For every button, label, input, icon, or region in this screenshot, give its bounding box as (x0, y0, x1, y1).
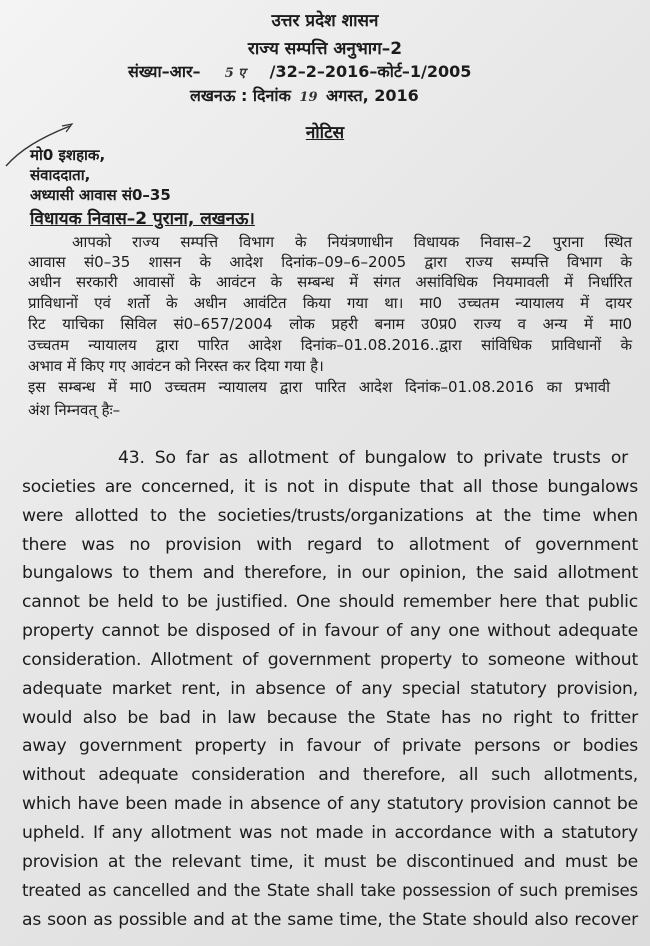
excerpt-line: bungalows to them and therefore, in our opinion, the said allotment (22, 563, 638, 583)
body-line: रिट याचिका सिविल सं0–657/2004 लोक प्रहरी बनाम उ0प्र0 राज्य व अन्य में मा0 (28, 315, 632, 333)
body-line: अधीन सरकारी आवासों के आवंटन के सम्बन्ध में संगत असांविधिक नियमावली में निर्धारित (28, 273, 632, 291)
addressee-designation: संवाददाता, (30, 166, 91, 184)
excerpt-line: societies are concerned, it is not in dispute that all those bungalows (22, 477, 638, 497)
body-line: अंश निम्नवत् हैः– (28, 401, 121, 419)
excerpt-line: which have been made in absence of any statutory provision cannot be (22, 794, 638, 814)
addressee-building: विधायक निवास–2 पुराना, लखनऊ। (30, 209, 255, 229)
reference-suffix: /32–2–2016–कोर्ट–1/2005 (269, 62, 472, 81)
excerpt-line: would also be bad in law because the State has no right to fritter (22, 708, 638, 728)
date-suffix: अगस्त, 2016 (326, 86, 419, 105)
addressee-name: मो0 इशहाक, (30, 146, 106, 164)
excerpt-line: adequate market rent, in absence of any special statutory provision, (22, 679, 638, 699)
reference-prefix: संख्या–आर– (128, 62, 201, 81)
body-line: उच्चतम न्यायालय द्वारा पारित आदेश दिनांक–01.08.2016..द्वारा सांविधिक प्राविधानों के (28, 336, 632, 354)
excerpt-line: without adequate consideration and therefore, all such allotments, (22, 765, 638, 785)
body-line: अभाव में किए गए आवंटन को निरस्त कर दिया गया है। (28, 357, 324, 375)
excerpt-line: property cannot be disposed of in favour of any one without adequate (22, 621, 638, 641)
govt-header: उत्तर प्रदेश शासन (271, 11, 379, 31)
excerpt-line: provision at the relevant time, it must be discontinued and must be (22, 852, 638, 872)
excerpt-line: consideration. Allotment of government property to someone without (22, 650, 638, 670)
excerpt-line: as soon as possible and at the same time, the State should also recover (22, 910, 638, 930)
excerpt-line: upheld. If any allotment was not made in accordance with a statutory (22, 823, 638, 843)
excerpt-line: away government property in favour of private persons or bodies (22, 736, 638, 756)
date-prefix: लखनऊ : दिनांक (190, 86, 291, 105)
addressee-residence: अध्यासी आवास सं0–35 (30, 186, 171, 204)
excerpt-line: treated as cancelled and the State shall take possession of such premises (22, 881, 638, 900)
pen-stroke-mark (0, 0, 650, 200)
body-line: आपको राज्य सम्पत्ति विभाग के नियंत्रणाधीन विधायक निवास–2 पुराना स्थित (72, 233, 632, 251)
excerpt-line: cannot be held to be justified. One should remember here that public (22, 592, 638, 612)
reference-handwritten: 5 ए (224, 66, 246, 81)
body-line: इस सम्बन्ध में मा0 उच्चतम न्यायालय द्वारा पारित आदेश दिनांक–01.08.2016 का प्रभावी (28, 378, 610, 396)
section-header: राज्य सम्पत्ति अनुभाग–2 (247, 39, 403, 59)
excerpt-line: there was no provision with regard to allotment of government (22, 535, 638, 555)
notice-title: नोटिस (305, 123, 345, 143)
excerpt-line: were allotted to the societies/trusts/organizations at the time when (22, 506, 638, 526)
date-handwritten: 19 (299, 90, 318, 105)
body-line: आवास सं0–35 शासन के आदेश दिनांक–09–6–2005 द्वारा राज्य सम्पत्ति विभाग के (28, 253, 632, 271)
excerpt-line: 43. So far as allotment of bungalow to private trusts or (118, 448, 628, 468)
body-line: प्राविधानों एवं शर्तो के अधीन आवंटित किया गया था। मा0 उच्चतम न्यायालय में दायर (28, 294, 632, 312)
